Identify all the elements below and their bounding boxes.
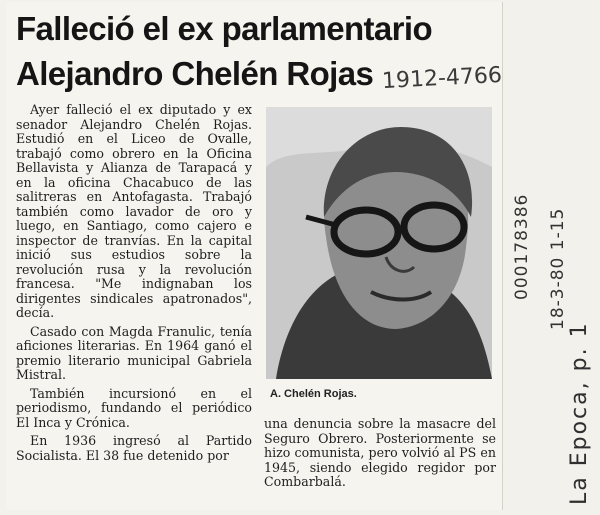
- portrait-photo: [266, 107, 492, 379]
- article-paragraph: Ayer falleció el ex diputado y ex senador Alejandro Chelén Rojas. Estudió en el Liceo de Ovalle, trabajó como obrero en la Oficina Bellavista y Alianza de Tarapacá y en la oficina Chacabuco de las salitreras en Antofagasta. Trabajó también como lavador de oro y luego, en Santiago, como cajero e inspector de tranvías. En la capital inició sus estudios sobre la revolución rusa y la revolución francesa. "Me indignaban los dirigentes sindicales apatronados", decía.: [16, 102, 252, 320]
- headline-line-1: Falleció el ex parlamentario: [16, 10, 433, 47]
- photo-caption: A. Chelén Rojas.: [270, 388, 357, 400]
- handwritten-reference: 1912-4766: [381, 62, 503, 95]
- article-right-column: [264, 417, 496, 494]
- margin-note-number: 000178386: [512, 193, 532, 300]
- margin-note-source: La Epoca, p. 1: [567, 321, 592, 505]
- article-paragraph: una denuncia sobre la masacre del Seguro Obrero. Posteriormente se hizo comunista, pero volvió al PS en 1945, siendo elegido regidor por Combarbalá.: [264, 416, 496, 489]
- margin-note-date: 18-3-80 1-15: [548, 207, 568, 330]
- headline-line-2: Alejandro Chelén Rojas: [16, 55, 374, 92]
- article-left-column: [16, 103, 252, 467]
- article-paragraph: Casado con Magda Franulic, tenía aficiones literarias. En 1964 ganó el premio literario municipal Gabriela Mistral.: [16, 323, 252, 382]
- portrait-illustration: [266, 107, 492, 379]
- article-paragraph: En 1936 ingresó al Partido Socialista. El 38 fue detenido por: [16, 433, 252, 463]
- article-paragraph: También incursionó en el periodismo, fundando el periódico El Inca y Crónica.: [16, 385, 252, 430]
